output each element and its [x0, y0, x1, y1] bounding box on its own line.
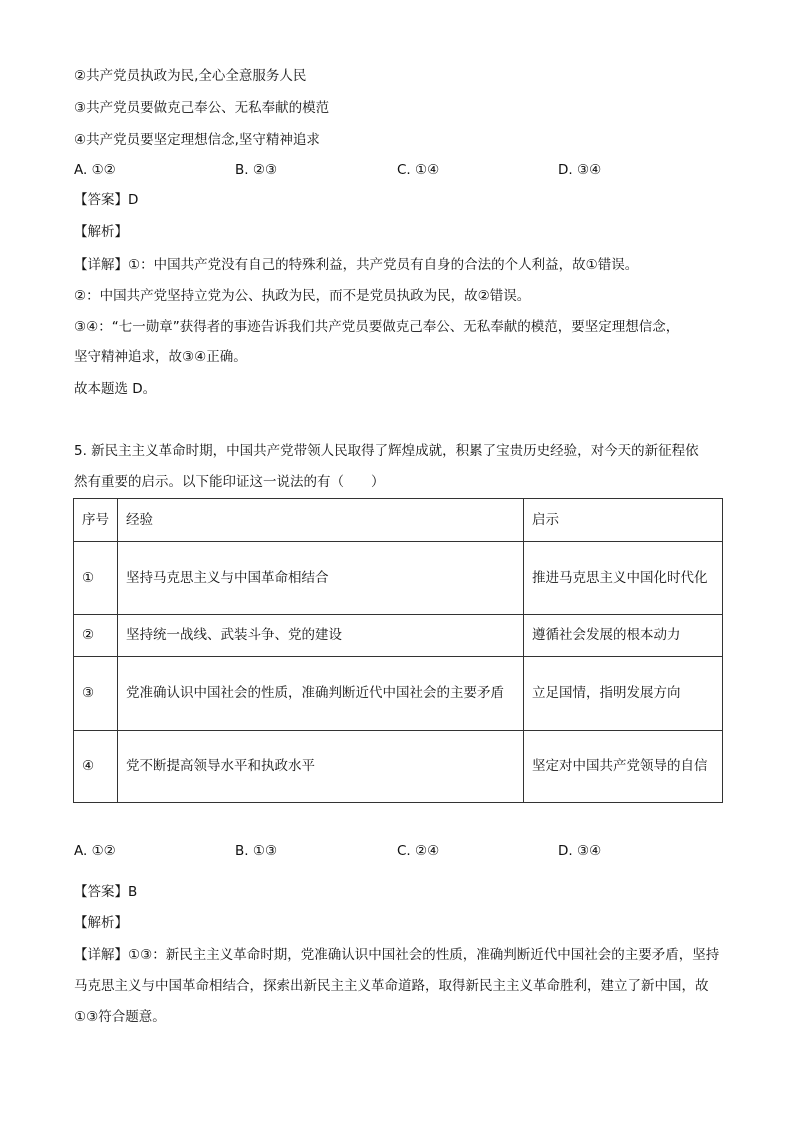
row-insight: 坚定对中国共产党领导的自信 — [524, 731, 723, 803]
q5-table — [73, 498, 723, 803]
option-c: C. ②④ — [397, 843, 440, 859]
header-experience: 经验 — [118, 499, 524, 542]
header-num: 序号 — [74, 499, 118, 542]
prev-analysis-label: 【解析】 — [74, 224, 128, 240]
table-row — [74, 657, 723, 731]
row-num: ③ — [74, 657, 118, 731]
row-insight: 立足国情，指明发展方向 — [524, 657, 723, 731]
row-insight: 推进马克思主义中国化时代化 — [524, 542, 723, 615]
row-insight: 遵循社会发展的根本动力 — [524, 615, 723, 657]
row-num: ① — [74, 542, 118, 615]
option-a: A. ①② — [74, 162, 116, 178]
prev-detail-line-1: 【详解】①：中国共产党没有自己的特殊利益，共产党员有自身的合法的个人利益，故①错误。 — [74, 257, 639, 273]
option-d: D. ③④ — [558, 162, 602, 178]
option-d: D. ③④ — [558, 843, 602, 859]
q5-stem-line-1: 5. 新民主主义革命时期，中国共产党带领人民取得了辉煌成就，积累了宝贵历史经验，对今天的新征程依 — [74, 443, 699, 459]
row-experience: 党准确认识中国社会的性质，准确判断近代中国社会的主要矛盾 — [118, 657, 524, 731]
q5-analysis-label: 【解析】 — [74, 915, 128, 931]
row-experience: 坚持统一战线、武装斗争、党的建设 — [118, 615, 524, 657]
row-num: ④ — [74, 731, 118, 803]
statement-2: ②共产党员执政为民,全心全意服务人民 — [74, 68, 307, 84]
row-num: ② — [74, 615, 118, 657]
statement-3: ③共产党员要做克己奉公、无私奉献的模范 — [74, 100, 330, 116]
table-row — [74, 731, 723, 803]
option-b: B. ①③ — [235, 843, 278, 859]
q5-stem-line-2: 然有重要的启示。以下能印证这一说法的有（ ） — [74, 474, 385, 490]
prev-detail-line-2: ②：中国共产党坚持立党为公、执政为民，而不是党员执政为民，故②错误。 — [74, 288, 531, 304]
prev-answer: 【答案】D — [74, 192, 139, 208]
option-c: C. ①④ — [397, 162, 440, 178]
option-a: A. ①② — [74, 843, 116, 859]
q5-answer: 【答案】B — [74, 884, 138, 900]
table-row — [74, 542, 723, 615]
statement-4: ④共产党员要坚定理想信念,坚守精神追求 — [74, 132, 320, 148]
prev-detail-line-3: ③④：“七一勋章”获得者的事迹告诉我们共产党员要做克己奉公、无私奉献的模范，要坚定理想信念， — [74, 319, 680, 335]
row-experience: 党不断提高领导水平和执政水平 — [118, 731, 524, 803]
prev-options — [74, 160, 734, 180]
table-row — [74, 615, 723, 657]
prev-detail-line-4: 坚守精神追求，故③④正确。 — [74, 349, 247, 365]
prev-detail-line-5: 故本题选 D。 — [74, 381, 157, 397]
q5-options — [74, 841, 734, 861]
header-insight: 启示 — [524, 499, 723, 542]
table-header-row — [74, 499, 723, 542]
row-experience: 坚持马克思主义与中国革命相结合 — [118, 542, 524, 615]
option-b: B. ②③ — [235, 162, 278, 178]
q5-detail: 【详解】①③：新民主主义革命时期，党准确认识中国社会的性质，准确判断近代中国社会的主要矛盾，坚持马克思主义与中国革命相结合，探索出新民主主义革命道路，取得新民主主义革命胜利，建立了新中国，故①③符合题意。 — [74, 947, 720, 1025]
